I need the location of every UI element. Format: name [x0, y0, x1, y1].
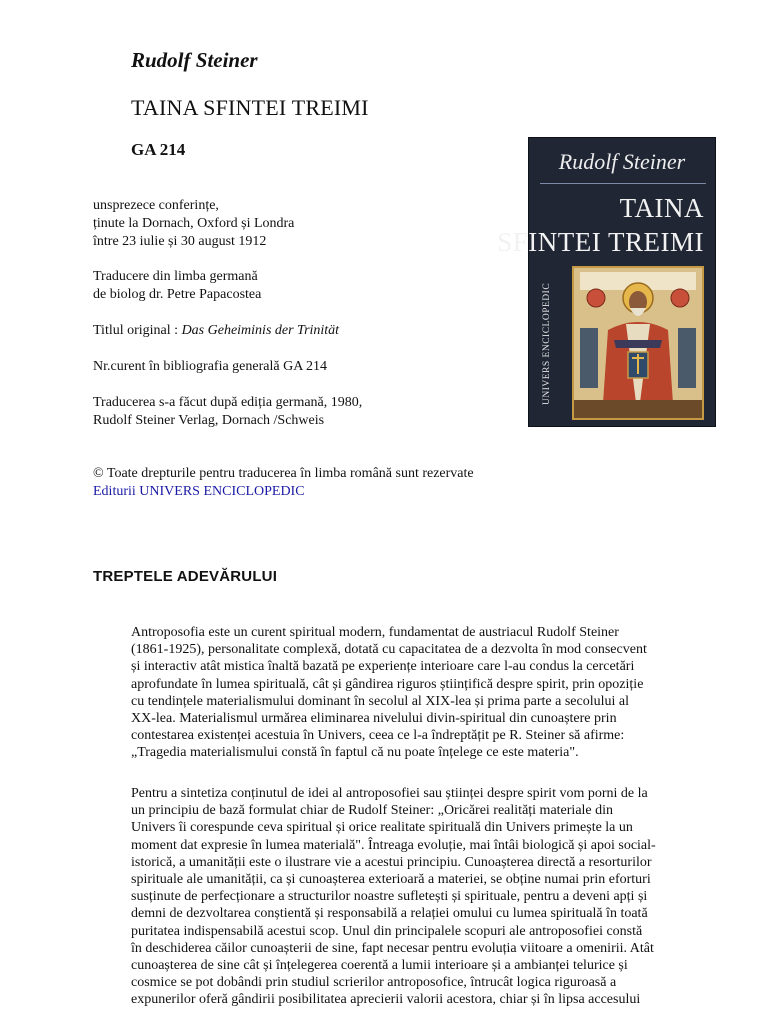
paragraph-line: și interactiv atât mistica înaltă bazată pe experiențe interioare care l-au condus la cercetări	[131, 659, 635, 675]
paragraph-line: Pentru a sintetiza conținutul de idei al antroposofiei sau științei despre spirit vom porni de la	[131, 786, 648, 801]
paragraph-line: în deschiderea căilor cunoașterii de sine, fapt necesar pentru evoluția viitoare a omenirii. Atât	[131, 940, 654, 956]
info-line: între 23 iulie și 30 august 1912	[93, 234, 267, 249]
paragraph-line: susținute de perfecționare a structurilor noastre sufletești și spirituale, pentru a deveni apți și	[131, 889, 648, 905]
cover-title-line1: TAINA	[619, 193, 704, 223]
book-title: TAINA SFINTEI TREIMI	[131, 95, 369, 120]
bibliography-info	[93, 358, 513, 376]
original-title-info	[93, 322, 513, 340]
paragraph-line: puritatea indispensabilă acestui scop. Unul din principalele scopuri ale antroposofiei constă	[131, 923, 643, 939]
paragraph-line: istorică, a umanității este o ilustrare vie a acestui principiu. Cunoașterea directă a resorturilor	[131, 854, 652, 870]
edition-info	[93, 394, 513, 430]
info-line: Nr.curent în bibliografia generală GA 214	[93, 359, 328, 374]
paragraph-line: contestarea existenței acestuia în Univers, ceea ce l-a îndreptățit pe R. Steiner să afirme:	[131, 728, 625, 744]
info-line: unsprezece conferințe,	[93, 198, 219, 213]
original-title-label: Titlul original :	[93, 323, 182, 338]
paragraph-line: moment dat expresie în lumea materială". Întreaga evoluție, mai întâi biologică și apoi social-	[131, 837, 656, 853]
paragraph-line: expunerilor oferă gândirii posibilitatea aprecierii valorii acestora, chiar și în lipsa accesului	[131, 992, 641, 1008]
cover-publisher: UNIVERS ENCICLOPEDIC	[542, 282, 552, 405]
paragraph-line: demni de dezvoltarea conștientă și responsabilă a relației omului cu lumea spirituală în toată	[131, 906, 648, 922]
paragraph-line: „Tragedia materialismului constă în faptul că nu poate înțelege ce este materia".	[131, 745, 579, 761]
info-line: ținute la Dornach, Oxford și Londra	[93, 216, 295, 231]
paragraph-line: XX-lea. Materialismul urmărea eliminarea nivelului divin-spiritual din cunoaștere prin	[131, 711, 617, 727]
translation-info	[93, 268, 513, 304]
section-heading: TREPTELE ADEVĂRULUI	[93, 568, 278, 585]
info-line: Traducerea s-a făcut după ediția germană, 1980,	[93, 395, 363, 410]
original-title: Das Geheiminis der Trinität	[181, 323, 340, 338]
saint-icon-illustration	[574, 268, 702, 418]
info-line: de biolog dr. Petre Papacostea	[93, 287, 262, 302]
icon-painting	[572, 266, 704, 420]
ga-number: GA 214	[131, 140, 186, 159]
conference-info	[93, 197, 513, 251]
paragraph-line: Univers îi corespunde ceva spiritual și orice realitate spirituală din Univers primește la un	[131, 820, 633, 836]
publisher-link[interactable]: Editurii UNIVERS ENCICLOPEDIC	[93, 484, 305, 499]
paragraph-line: cosmice se pot dobândi prin studiul scrierilor antroposofice, întrucât logica riguroasă a	[131, 975, 617, 991]
copyright-info	[93, 465, 513, 501]
book-cover-image	[497, 137, 716, 427]
paragraph-line: spirituale ale umanității, ca și cunoașterea exterioară a materiei, se obține numai prin eforturi	[131, 872, 651, 888]
paragraph-line: cunoașterea de sine cât și înțelegerea coerentă a lumii interioare și a ambianței telurice și	[131, 958, 628, 974]
cover-author: Rudolf Steiner	[558, 149, 686, 174]
cover-divider	[540, 183, 706, 184]
cover-title-line2: SFINTEI TREIMI	[497, 227, 704, 257]
book-author: Rudolf Steiner	[131, 48, 258, 72]
paragraph-2	[131, 785, 715, 1009]
paragraph-line: aprofundate în lumea spirituală, cât și gândirea riguros științifică despre spirit, prin opoziție	[131, 676, 644, 692]
paragraph-line: un principiu de bază formulat chiar de Rudolf Steiner: „Oricărei realități materiale din	[131, 803, 614, 819]
paragraph-line: (1861-1925), personalitate complexă, dotată cu capacitatea de a dezvolta în mod consecvent	[131, 642, 647, 658]
copyright-text: © Toate drepturile pentru traducerea în limba română sunt rezervate	[93, 466, 474, 481]
paragraph-1	[131, 624, 715, 762]
info-line: Rudolf Steiner Verlag, Dornach /Schweis	[93, 413, 325, 428]
info-line: Traducere din limba germană	[93, 269, 258, 284]
paragraph-line: cu tendințele materialismului dominant în secolul al XIX-lea și prima parte a secolului al	[131, 693, 630, 709]
paragraph-line: Antroposofia este un curent spiritual modern, fundamentat de austriacul Rudolf Steiner	[131, 625, 619, 640]
